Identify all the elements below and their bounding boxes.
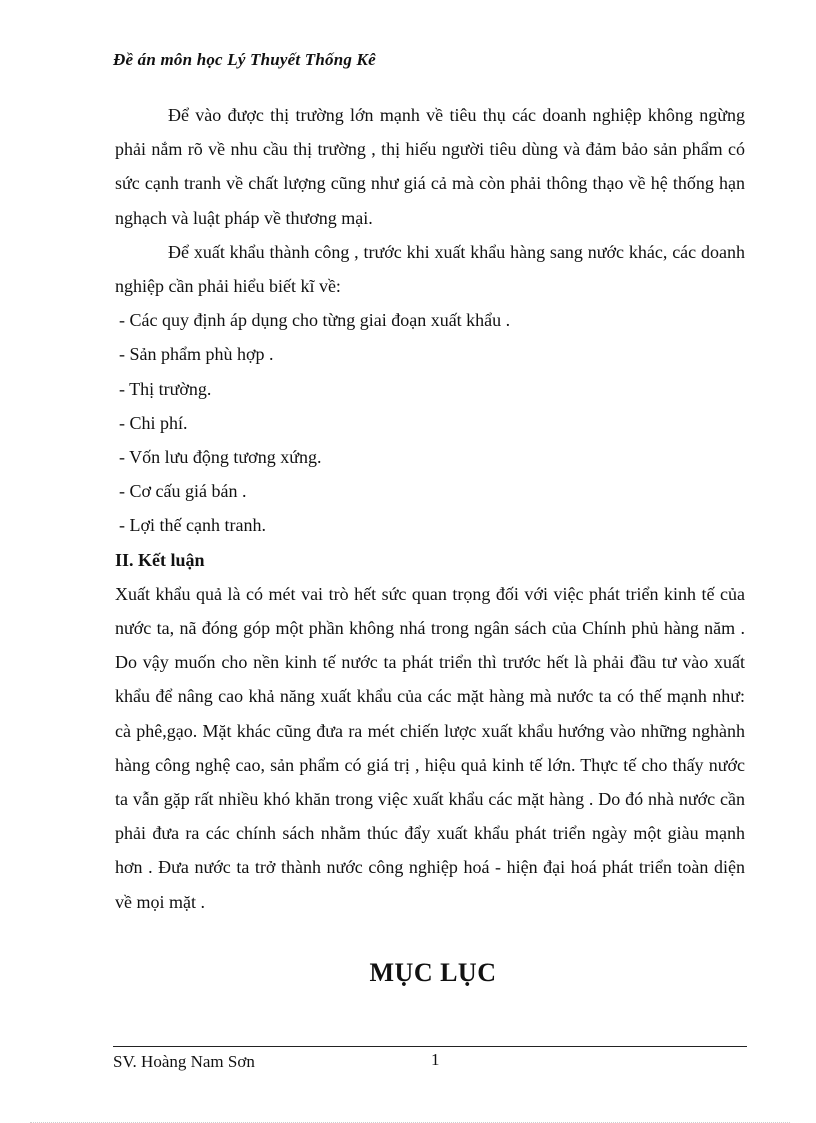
section-heading-conclusion: II. Kết luận	[115, 549, 205, 570]
list-item: - Vốn lưu động tương xứng.	[119, 447, 322, 468]
document-header: Đề án môn học Lý Thuyết Thống Kê	[113, 50, 376, 69]
footer-divider	[113, 1046, 747, 1047]
list-item: - Sản phẩm phù hợp .	[119, 344, 274, 365]
toc-title: MỤC LỤC	[369, 958, 497, 987]
document-body	[115, 98, 745, 919]
list-item: - Chi phí.	[119, 412, 188, 433]
page-number: 1	[431, 1050, 440, 1069]
paragraph-market: Để vào được thị trường lớn mạnh về tiêu thụ các doanh nghiệp không ngừng phải nắm rõ về nhu cầu thị trường , thị hiếu người tiêu dùng và đảm bảo sản phẩm có sức cạnh tranh về chất lượng cũng như giá cả mà còn phải thông thạo về hệ thống hạn nghạch và luật pháp về thương mại.	[115, 105, 745, 228]
list-item: - Thị trường.	[119, 378, 212, 399]
paragraph-conclusion: Xuất khẩu quả là có mét vai trò hết sức quan trọng đối với việc phát triển kinh tế của nước ta, nã đóng góp một phần không nhá trong ngân sách của Chính phủ hàng năm . Do vậy muốn cho nền kinh tế nước ta phát triển thì trước hết là phải đầu tư vào xuất khẩu để nâng cao khả năng xuất khẩu của các mặt hàng mà nước ta có thế mạnh như: cà phê,gạo. Mặt khác cũng đưa ra mét chiến lược xuất khẩu hướng vào những nghành hàng công nghệ cao, sản phẩm có giá trị , hiệu quả kinh tế lớn. Thực tế cho thấy nước ta vẫn gặp rất nhiều khó khăn trong việc xuất khẩu các mặt hàng . Do đó nhà nước cần phải đưa ra các chính sách nhằm thúc đẩy xuất khẩu phát triển ngày một giàu mạnh hơn . Đưa nước ta trở thành nước công nghiệp hoá - hiện đại hoá phát triển toàn diện về mọi mặt .	[115, 583, 745, 912]
footer-author: SV. Hoàng Nam Sơn	[113, 1052, 255, 1071]
list-item: - Các quy định áp dụng cho từng giai đoạn xuất khẩu .	[119, 310, 511, 331]
paragraph-export-success: Để xuất khẩu thành công , trước khi xuất khẩu hàng sang nước khác, các doanh nghiệp cần phải hiểu biết kĩ về:	[115, 241, 745, 297]
list-item: - Cơ cấu giá bán .	[119, 481, 247, 502]
requirements-list	[115, 303, 745, 542]
list-item: - Lợi thế cạnh tranh.	[119, 515, 266, 536]
